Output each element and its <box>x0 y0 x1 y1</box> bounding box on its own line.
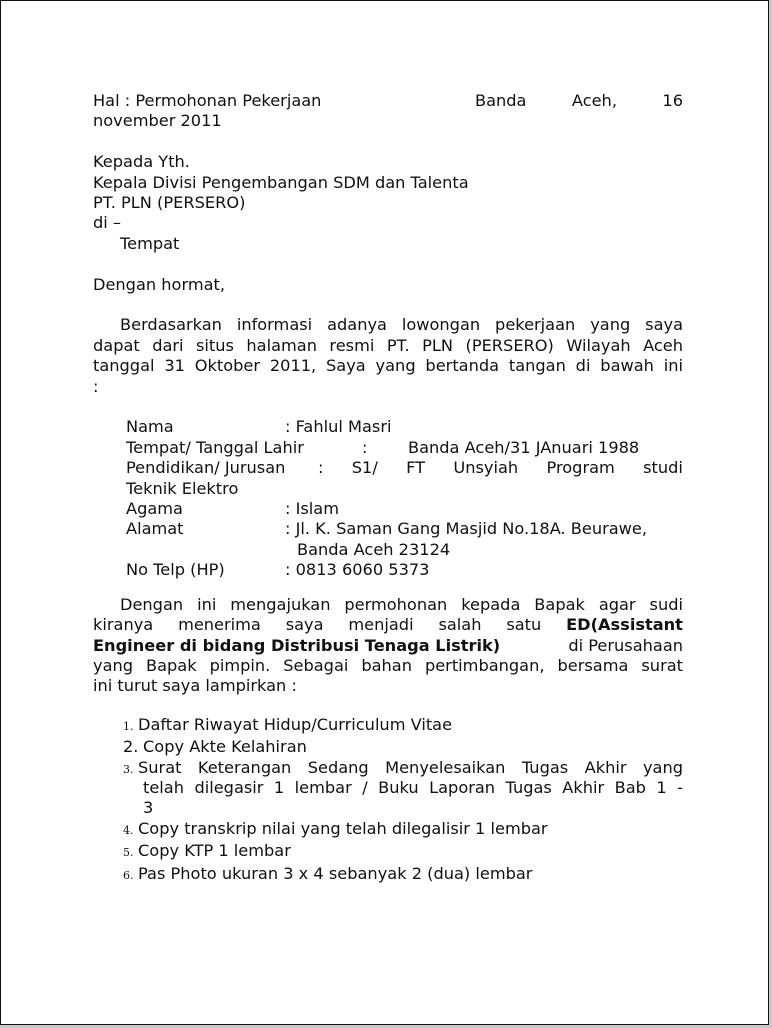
list-number: 3. <box>123 762 134 776</box>
header-line <box>93 91 683 111</box>
value-word: Program <box>546 458 615 478</box>
list-item <box>123 819 683 841</box>
list-number: 1. <box>123 719 134 733</box>
value-word: Unsyiah <box>453 458 519 478</box>
field-ttl <box>126 438 683 458</box>
list-number: 6. <box>123 868 134 882</box>
list-text: Copy Akte Kelahiran <box>143 737 307 757</box>
subject: Hal : Permohonan Pekerjaan <box>93 91 322 110</box>
word: saya <box>285 615 324 635</box>
field-label: Nama <box>126 417 174 437</box>
request-line: Dengan ini mengajukan permohonan kepada Bapak agar sudi <box>120 594 683 614</box>
word: satu <box>506 615 542 635</box>
word: menerima <box>178 615 261 635</box>
list-text-cont: 3 <box>143 798 154 818</box>
position-title: ED(Assistant <box>566 615 683 635</box>
letter-body <box>93 91 683 886</box>
place-date <box>475 91 683 111</box>
place-word: Aceh, <box>571 91 617 110</box>
spacer <box>126 540 297 560</box>
request-line <box>93 615 683 635</box>
field-value: : 0813 6060 5373 <box>285 560 430 580</box>
field-label: Tempat/ Tanggal Lahir <box>126 437 304 457</box>
recipient-company: PT. PLN (PERSERO) <box>93 193 246 213</box>
field-agama <box>126 499 683 519</box>
recipient-place: Tempat <box>120 233 180 253</box>
value-word: FT <box>406 458 426 478</box>
field-alamat-cont <box>126 540 683 560</box>
position-title: Engineer di bidang Distribusi Tenaga Listrik) <box>93 635 501 655</box>
recipient-title: Kepala Divisi Pengembangan SDM dan Talenta <box>93 172 469 192</box>
intro-line: dapat dari situs halaman resmi PT. PLN (PERSERO) Wilayah Aceh <box>93 335 683 355</box>
place-word: Banda <box>475 91 527 110</box>
request-line: yang Bapak pimpin. Sebagai bahan pertimbangan, bersama surat <box>93 655 683 675</box>
list-number: 4. <box>123 823 134 837</box>
intro-line: : <box>93 376 99 396</box>
field-separator: : <box>362 437 368 457</box>
list-text: Surat Keterangan Sedang Menyelesaikan Tugas Akhir yang <box>138 757 683 777</box>
list-text: Daftar Riwayat Hidup/Curriculum Vitae <box>138 714 453 734</box>
field-label: Pendidikan/ Jurusan <box>126 458 286 478</box>
intro-line: tanggal 31 Oktober 2011, Saya yang bertanda tangan di bawah ini <box>93 356 683 376</box>
word: di Perusahaan <box>568 635 683 655</box>
list-item <box>123 864 683 886</box>
field-alamat <box>126 519 683 539</box>
list-number: 2. <box>123 737 139 757</box>
intro-paragraph <box>93 315 683 397</box>
field-pendidikan-cont <box>126 479 683 499</box>
field-pendidikan <box>126 458 683 478</box>
word: kiranya <box>93 615 154 635</box>
request-line: ini turut saya lampirkan : <box>93 676 297 696</box>
greeting: Dengan hormat, <box>93 274 225 294</box>
list-item <box>123 841 683 863</box>
list-item <box>123 737 683 757</box>
list-text: Copy transkrip nilai yang telah dilegalisir 1 lembar <box>138 818 548 838</box>
applicant-details <box>126 417 683 580</box>
value-word: S1/ <box>351 458 378 478</box>
date-continued: november 2011 <box>93 111 222 131</box>
field-label: Agama <box>126 499 183 519</box>
list-text-block <box>138 758 683 819</box>
field-nama <box>126 417 683 437</box>
field-value-cont: Banda Aceh 23124 <box>297 539 451 559</box>
field-label: Alamat <box>126 519 184 539</box>
value-word: : <box>318 458 324 478</box>
field-value: : Islam <box>285 499 339 519</box>
recipient-di: di – <box>93 213 122 233</box>
date-day: 16 <box>662 91 683 110</box>
list-item <box>123 715 683 737</box>
list-text-cont: telah dilegasir 1 lembar / Buku Laporan Tugas Akhir Bab 1 - <box>143 777 683 797</box>
field-value: : Jl. K. Saman Gang Masjid No.18A. Beurawe, <box>285 519 648 539</box>
field-value: : Fahlul Masri <box>285 417 392 437</box>
request-paragraph <box>93 595 683 697</box>
field-value <box>318 458 683 478</box>
list-item <box>123 758 683 819</box>
attachment-list <box>123 715 683 886</box>
word: salah <box>438 615 482 635</box>
list-text: Pas Photo ukuran 3 x 4 sebanyak 2 (dua) lembar <box>138 863 533 883</box>
field-value-cont: Teknik Elektro <box>126 478 239 498</box>
value-word: studi <box>643 458 683 478</box>
intro-line: Berdasarkan informasi adanya lowongan pekerjaan yang saya <box>120 315 683 335</box>
list-number: 5. <box>123 846 134 860</box>
field-value: Banda Aceh/31 JAnuari 1988 <box>408 437 640 457</box>
list-text: Copy KTP 1 lembar <box>138 841 291 861</box>
recipient-salutation: Kepada Yth. <box>93 152 190 172</box>
word: menjadi <box>348 615 414 635</box>
field-label: No Telp (HP) <box>126 560 225 580</box>
request-line <box>93 636 683 656</box>
field-telp <box>126 560 683 580</box>
